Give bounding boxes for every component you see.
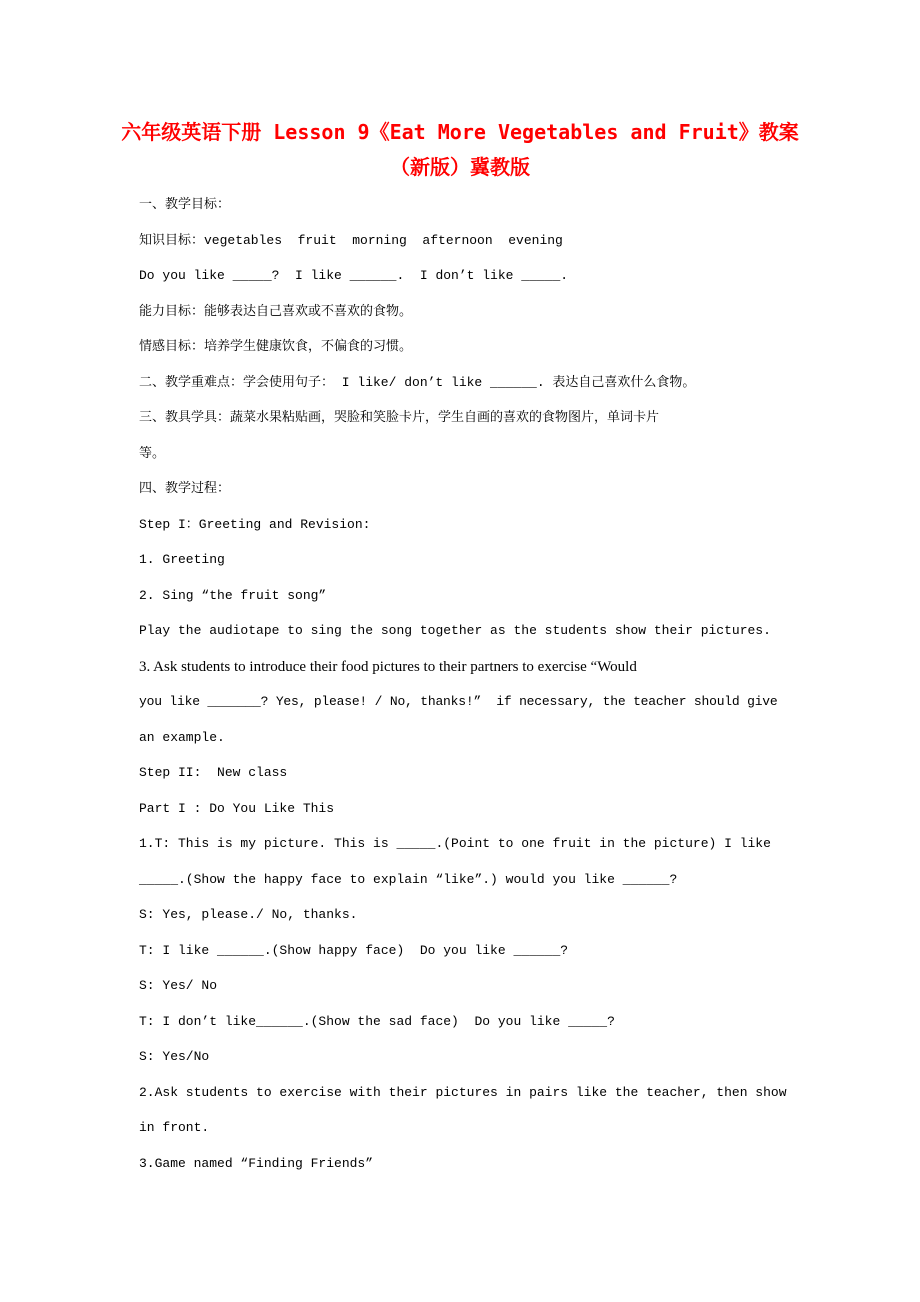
text-line: 情感目标：培养学生健康饮食，不偏食的习惯。 bbox=[139, 339, 413, 354]
text-line: 2. Sing “the fruit song” bbox=[139, 587, 327, 603]
text-line: 四、教学过程： bbox=[139, 481, 231, 496]
document-title-line-2: （新版）冀教版 bbox=[390, 155, 530, 179]
text-line: 三、教具学具：蔬菜水果粘贴画，哭脸和笑脸卡片，学生自画的喜欢的食物图片，单词卡片 bbox=[139, 410, 660, 425]
text-line: 1. Greeting bbox=[139, 552, 225, 567]
text-line: Step II: New class bbox=[139, 765, 288, 780]
text-line: S: Yes, please./ No, thanks. bbox=[139, 907, 358, 922]
text-line: in front. bbox=[139, 1120, 210, 1135]
text-line: Part I : Do You Like This bbox=[139, 800, 335, 816]
text-line: 3. Ask students to introduce their food pictures to their partners to exercise “Would bbox=[139, 658, 637, 675]
text-line: an example. bbox=[139, 729, 225, 745]
document-title-line-1: 六年级英语下册 Lesson 9《Eat More Vegetables and Fruit》教案 bbox=[121, 120, 799, 144]
text-line: 知识目标：vegetables fruit morning afternoon evening bbox=[139, 232, 563, 248]
text-line: Step I：Greeting and Revision: bbox=[139, 516, 371, 532]
text-line: 3.Game named “Finding Friends” bbox=[139, 1155, 374, 1171]
text-line: 等。 bbox=[139, 445, 166, 461]
text-line: 二、教学重难点：学会使用句子： I like/ don’t like ______. 表达自己喜欢什么食物。 bbox=[139, 374, 696, 390]
text-line: 能力目标：能够表达自己喜欢或不喜欢的食物。 bbox=[139, 303, 413, 319]
text-line: 2.Ask students to exercise with their pictures in pairs like the teacher, then show bbox=[139, 1084, 787, 1100]
text-line: Do you like _____? I like ______. I don’t like _____. bbox=[139, 268, 569, 283]
text-line: S: Yes/No bbox=[139, 1049, 210, 1064]
text-line: Play the audiotape to sing the song together as the students show their pictures. bbox=[139, 623, 771, 638]
text-line: you like _______? Yes, please! / No, thanks!” if necessary, the teacher should give bbox=[139, 694, 778, 709]
text-line: S: Yes/ No bbox=[139, 978, 218, 993]
text-line: _____.(Show the happy face to explain “like”.) would you like ______? bbox=[139, 871, 678, 887]
text-line: 1.T: This is my picture. This is _____.(Point to one fruit in the picture) I like bbox=[139, 836, 771, 851]
text-line: T: I don’t like______.(Show the sad face) Do you like _____? bbox=[139, 1013, 615, 1029]
text-line: T: I like ______.(Show happy face) Do you like ______? bbox=[139, 942, 569, 958]
text-line: 一、教学目标： bbox=[139, 197, 231, 212]
